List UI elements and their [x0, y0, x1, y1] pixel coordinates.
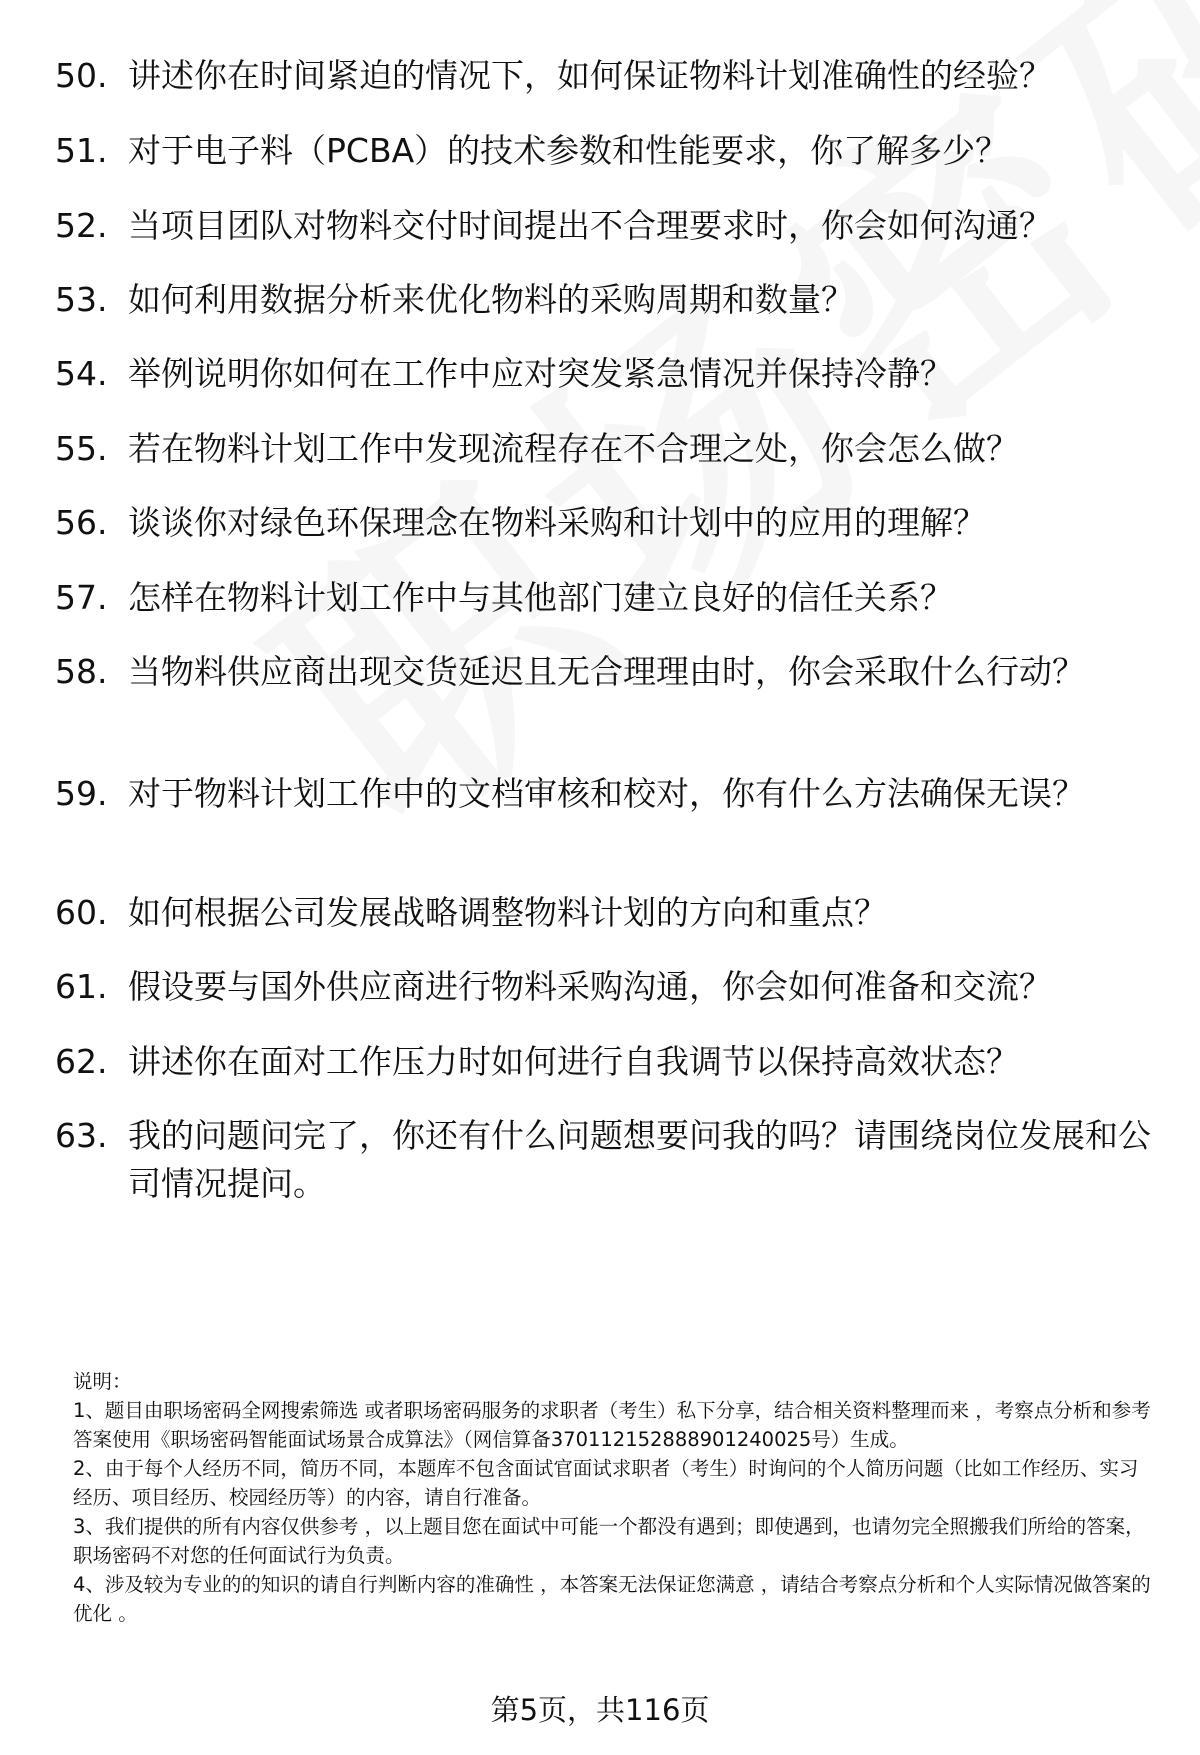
- notes-heading: 说明：: [73, 1370, 132, 1393]
- question-item: [55, 350, 1155, 398]
- question-item: [55, 648, 1155, 696]
- question-item: [55, 425, 1155, 473]
- question-text: 对于电子料（PCBA）的技术参数和性能要求，你了解多少？: [128, 131, 1009, 170]
- question-number: 53.: [55, 280, 108, 319]
- question-number: 55.: [55, 429, 108, 468]
- question-number: 62.: [55, 1042, 108, 1081]
- question-item: [55, 770, 1155, 818]
- notes-section: [73, 1367, 1153, 1628]
- question-text: 若在物料计划工作中发现流程存在不合理之处，你会怎么做？: [128, 429, 1019, 468]
- question-text: 对于物料计划工作中的文档审核和校对，你有什么方法确保无误？: [128, 774, 1085, 813]
- page-number: 第5页，共116页: [490, 1693, 710, 1727]
- question-number: 52.: [55, 206, 108, 245]
- question-text: 如何根据公司发展战略调整物料计划的方向和重点？: [128, 893, 887, 932]
- question-number: 59.: [55, 774, 108, 813]
- note-item: 4、涉及较为专业的的知识的请自行判断内容的准确性 ，本答案无法保证您满意 ，请结合考察点分析和个人实际情况做答案的优化 。: [73, 1573, 1151, 1625]
- question-number: 60.: [55, 893, 108, 932]
- question-item: [55, 1038, 1155, 1086]
- question-item: [55, 127, 1155, 175]
- question-text: 当物料供应商出现交货延迟且无合理理由时，你会采取什么行动？: [128, 652, 1085, 691]
- question-item: [55, 889, 1155, 937]
- question-text: 我的问题问完了，你还有什么问题想要问我的吗？请围绕岗位发展和公司情况提问。: [128, 1116, 1151, 1203]
- question-number: 63.: [55, 1116, 108, 1155]
- question-number: 50.: [55, 56, 108, 95]
- question-text: 讲述你在时间紧迫的情况下，如何保证物料计划准确性的经验？: [128, 56, 1052, 95]
- question-number: 58.: [55, 652, 108, 691]
- question-item: [55, 499, 1155, 547]
- question-text: 当项目团队对物料交付时间提出不合理要求时，你会如何沟通？: [128, 206, 1052, 245]
- question-text: 举例说明你如何在工作中应对突发紧急情况并保持冷静？: [128, 354, 953, 393]
- note-item: 1、题目由职场密码全网搜索筛选 或者职场密码服务的求职者（考生）私下分享，结合相关资料整理而来 ，考察点分析和参考答案使用《职场密码智能面试场景合成算法》（网信算备370112152888901240025号）生成。: [73, 1399, 1151, 1451]
- question-number: 51.: [55, 131, 108, 170]
- question-text: 怎样在物料计划工作中与其他部门建立良好的信任关系？: [128, 578, 953, 617]
- question-item: [55, 276, 1155, 324]
- question-number: 61.: [55, 967, 108, 1006]
- question-text: 讲述你在面对工作压力时如何进行自我调节以保持高效状态？: [128, 1042, 1019, 1081]
- question-text: 如何利用数据分析来优化物料的采购周期和数量？: [128, 280, 854, 319]
- question-item: [55, 1112, 1155, 1208]
- question-number: 57.: [55, 578, 108, 617]
- question-item: [55, 52, 1155, 100]
- question-item: [55, 963, 1155, 1011]
- note-item: 3、我们提供的所有内容仅供参考 ，以上题目您在面试中可能一个都没有遇到；即使遇到，也请勿完全照搬我们所给的答案，职场密码不对您的任何面试行为负责。: [73, 1515, 1145, 1567]
- question-item: [55, 574, 1155, 622]
- note-item: 2、由于每个人经历不同，简历不同，本题库不包含面试官面试求职者（考生）时询问的个人简历问题（比如工作经历、实习经历、项目经历、校园经历等）的内容，请自行准备。: [73, 1457, 1139, 1509]
- question-text: 假设要与国外供应商进行物料采购沟通，你会如何准备和交流？: [128, 967, 1052, 1006]
- question-item: [55, 202, 1155, 250]
- question-number: 54.: [55, 354, 108, 393]
- question-text: 谈谈你对绿色环保理念在物料采购和计划中的应用的理解？: [128, 503, 986, 542]
- question-number: 56.: [55, 503, 108, 542]
